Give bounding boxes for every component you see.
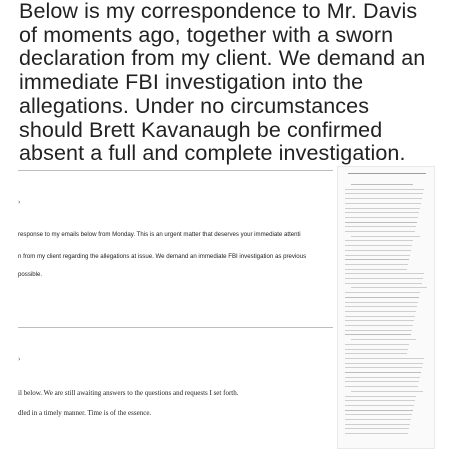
- email-line: response to my emails below from Monday. This is an urgent matter that deserves your immediate attenti: [18, 231, 301, 238]
- document-text-line: [351, 236, 420, 237]
- document-text-line: [345, 400, 415, 401]
- email-line: il below. We are still awaiting answers to the questions and requests I set forth.: [18, 389, 239, 397]
- document-text-line: [345, 212, 419, 213]
- document-text-line: [345, 320, 414, 321]
- document-text-line: [345, 245, 412, 246]
- email-marker: ›: [18, 198, 21, 206]
- document-text-line: [345, 349, 408, 350]
- document-text-line: [345, 410, 413, 411]
- document-text-line: [345, 428, 409, 429]
- document-text-line: [345, 255, 410, 256]
- document-text-line: [345, 250, 411, 251]
- document-text-line: [345, 231, 415, 232]
- document-text-line: [345, 203, 421, 204]
- document-text-line: [345, 405, 414, 406]
- document-text-line: [345, 419, 411, 420]
- document-text-line: [345, 377, 420, 378]
- document-text-lines: [345, 174, 425, 442]
- document-text-line: [351, 391, 423, 392]
- document-text-line: [345, 344, 409, 345]
- document-text-line: [345, 372, 421, 373]
- document-text-line: [345, 334, 411, 335]
- document-text-line: [345, 278, 423, 279]
- email-line: possible.: [18, 271, 43, 278]
- document-text-line: [345, 222, 417, 223]
- document-text-line: [345, 208, 420, 209]
- document-text-line: [351, 287, 427, 288]
- document-text-line: [345, 325, 413, 326]
- document-text-line: [345, 259, 409, 260]
- declaration-preview[interactable]: [338, 167, 434, 448]
- divider: [18, 327, 333, 328]
- email-preview[interactable]: [0, 165, 333, 450]
- document-text-line: [351, 339, 416, 340]
- document-text-line: [345, 283, 422, 284]
- document-text-line: [345, 193, 423, 194]
- document-text-line: [345, 297, 419, 298]
- document-text-line: [345, 414, 412, 415]
- document-text-line: [345, 269, 407, 270]
- attached-media[interactable]: [0, 165, 450, 450]
- document-text-line: [345, 217, 418, 218]
- email-marker: ›: [18, 355, 21, 363]
- document-text-line: [345, 367, 422, 368]
- document-text-line: [345, 396, 416, 397]
- document-text-line: [345, 226, 416, 227]
- document-text-line: [345, 424, 410, 425]
- document-text-line: [345, 381, 419, 382]
- document-text-line: [345, 386, 418, 387]
- email-line: dled in a timely manner. Time is of the essence.: [18, 409, 152, 417]
- document-text-line: [345, 358, 424, 359]
- document-text-line: [345, 433, 408, 434]
- document-text-line: [345, 273, 424, 274]
- document-text-line: [345, 189, 424, 190]
- document-text-line: [345, 264, 408, 265]
- document-text-line: [345, 198, 422, 199]
- post-text: Below is my correspondence to Mr. Davis of moments ago, together with a sworn declaration from my client. We demand an immediate FBI investigation into the allegations. Under no circumstances should Brett Kavanaugh be confirmed absent a full and complete investigation.: [19, 0, 426, 166]
- document-text-line: [351, 184, 413, 185]
- document-text-line: [345, 353, 407, 354]
- email-line: n from my client regarding the allegations at issue. We demand an immediate FBI investigation as previous: [18, 253, 307, 260]
- document-text-line: [345, 316, 415, 317]
- document-text-line: [345, 311, 416, 312]
- document-text-line: [345, 306, 417, 307]
- document-text-line: [345, 302, 418, 303]
- divider: [18, 170, 333, 171]
- document-text-line: [345, 240, 413, 241]
- document-text-line: [345, 330, 412, 331]
- document-text-line: [345, 292, 420, 293]
- document-text-line: [345, 363, 423, 364]
